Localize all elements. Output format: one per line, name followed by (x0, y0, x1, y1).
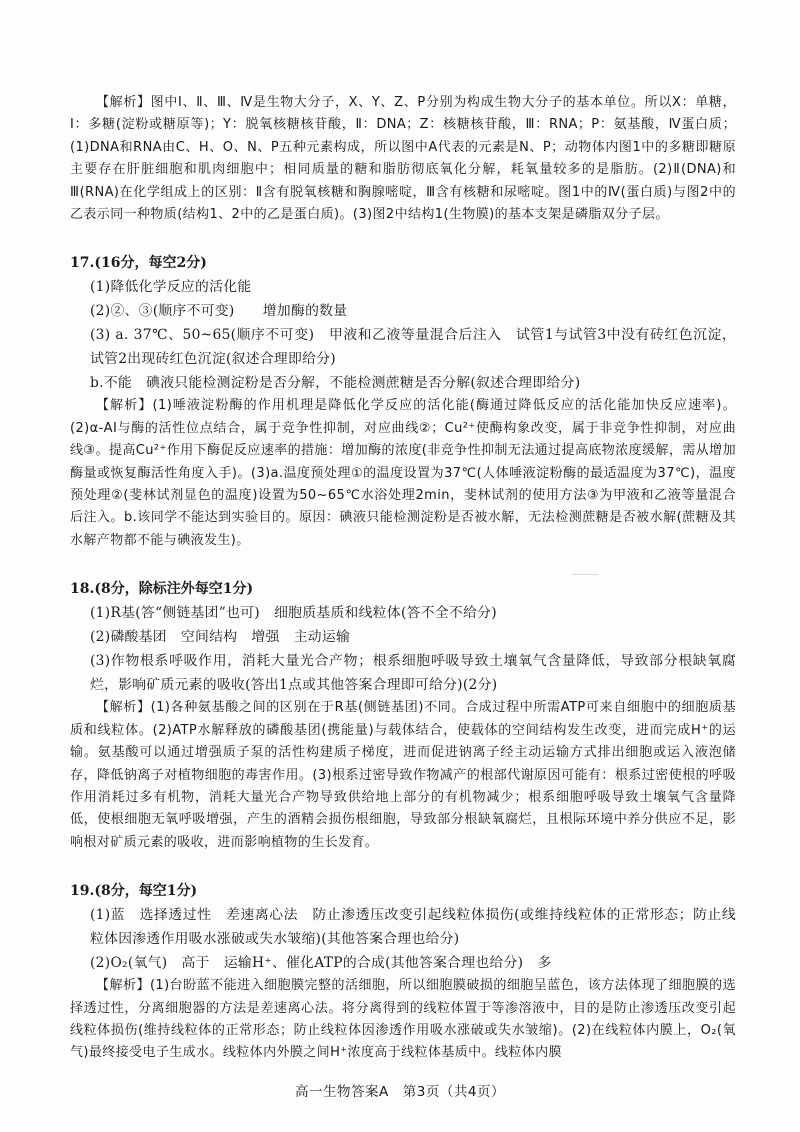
q17-answer-3b: b.不能 碘液只能检测淀粉是否分解，不能检测蔗糖是否分解(叙述合理即给分) (90, 375, 581, 392)
q17-answer-1: (1)降低化学反应的活化能 (90, 279, 252, 296)
q17-answer-3a: (3) a. 37℃、50~65(顺序不可变) 甲液和乙液等量混合后注入 试管1与试管3中没有砖红色沉淀，试管2出现砖红色沉淀(叙述合理即给分) (90, 327, 736, 368)
q19-analysis: 【解析】(1)台盼蓝不能进入细胞膜完整的活细胞，所以细胞膜破损的细胞呈蓝色，该方法体现了细胞膜的选择透过性，分离细胞器的方法是差速离心法。将分离得到的线粒体置于等渗溶液中，目的是防止渗透压改变引起线粒体损伤(维持线粒体的正常形态；防止线粒体因渗透作用吸水涨破或失水皱缩)。(2)在线粒体内膜上，O₂(氧气)最终接受电子生成水。线粒体内外膜之间H⁺浓度高于线粒体基质中。线粒体内膜 (70, 978, 736, 1061)
q18-answer-1: (1)R基(答“侧链基团”也可) 细胞质基质和线粒体(答不全不给分) (90, 605, 497, 622)
spacer (70, 854, 736, 879)
q17-answer-2: (2)②、③(顺序不可变) 增加酶的数量 (90, 303, 348, 320)
q16-analysis: 【解析】图中Ⅰ、Ⅱ、Ⅲ、Ⅳ是生物大分子，X、Y、Z、P分别为构成生物大分子的基本单位。所以X：单糖，Ⅰ：多糖(淀粉或糖原等)；Y：脱氧核糖核苷酸，Ⅱ：DNA；Z：核糖核苷酸，Ⅲ：RNA；P：氨基酸，Ⅳ蛋白质；(1)DNA和RNA由C、H、O、N、P五种元素构成，所以图中A代表的元素是N、P；动物体内图1中的多糖即糖原主要存在肝脏细胞和肌肉细胞中；相同质量的糖和脂肪彻底氧化分解，耗氧量较多的是脂肪。(2)Ⅱ(DNA)和Ⅲ(RNA)在化学组成上的区别：Ⅱ含有脱氧核糖和胸腺嘧啶，Ⅲ含有核糖和尿嘧啶。图1中的Ⅳ(蛋白质)与图2中的乙表示同一种物质(结构1、2中的乙是蛋白质)。(3)图2中结构1(生物膜)的基本支架是磷脂双分子层。 (70, 95, 736, 223)
spacer (70, 226, 736, 251)
q19-answer-2: (2)O₂(氧气) 高于 运输H⁺、催化ATP的合成(其他答案合理也给分) 多 (90, 955, 552, 972)
answer-page (70, 92, 736, 1065)
q18-header: 18.(8分，除标注外每空1分) (70, 581, 254, 598)
q17-analysis: 【解析】(1)唾液淀粉酶的作用机理是降低化学反应的活化能(酶通过降低反应的活化能加快反应速率)。(2)α-AI与酶的活性位点结合，属于竞争性抑制，对应曲线②；Cu²⁺使酶构象改变，属于非竞争性抑制，对应曲线③。提高Cu²⁺作用下酶促反应速率的措施：增加酶的浓度(非竞争性抑制无法通过提高底物浓度缓解，需从增加酶量或恢复酶活性角度入手)。(3)a.温度预处理①的温度设置为37℃(人体唾液淀粉酶的最适温度为37℃)，温度预处理②(斐林试剂显色的温度)设置为50~65℃水浴处理2min，斐林试剂的使用方法③为甲液和乙液等量混合后注入。b.该同学不能达到实验目的。原因：碘液只能检测淀粉是否被水解，无法检测蔗糖是否被水解(蔗糖及其水解产物都不能与碘液发生)。 (70, 398, 736, 548)
page-footer: 高一生物答案A 第3页（共4页） (295, 1084, 505, 1100)
q18-answer-3: (3)作物根系呼吸作用，消耗大量光合产物；根系细胞呼吸导致土壤氧气含量降低，导致部分根缺氧腐烂，影响矿质元素的吸收(答出1点或其他答案合理即可给分)(2分) (90, 653, 736, 694)
q18-analysis: 【解析】(1)各种氨基酸之间的区别在于R基(侧链基团)不同。合成过程中所需ATP可来自细胞中的细胞质基质和线粒体。(2)ATP水解释放的磷酸基团(携能量)与载体结合，使载体的空间结构发生改变，进而完成H⁺的运输。氨基酸可以通过增强质子泵的活性构建质子梯度，进而促进钠离子经主动运输方式排出细胞或运入液泡储存，降低钠离子对植物细胞的毒害作用。(3)根系过密导致作物减产的根部代谢原因可能有：根系过密使根的呼吸作用消耗过多有机物，消耗大量光合产物导致供给地上部分的有机物减少；根系细胞呼吸导致土壤氧气含量降低，使根细胞无氧呼吸增强，产生的酒精会损伤根细胞，导致部分根缺氧腐烂，且根际环境中养分供应不足，影响根对矿质元素的吸收，进而影响植物的生长发育。 (70, 700, 736, 850)
q17-header: 17.(16分，每空2分) (70, 255, 207, 272)
q18-answer-2: (2)磷酸基团 空间结构 增强 主动运输 (90, 629, 351, 646)
spacer (70, 552, 736, 577)
scan-mark (572, 574, 598, 575)
q19-answer-1: (1)蓝 选择透过性 差速离心法 防止渗透压改变引起线粒体损伤(或维持线粒体的正常形态；防止线粒体因渗透作用吸水涨破或失水皱缩)(其他答案合理也给分) (90, 907, 736, 948)
q19-header: 19.(8分，每空1分) (70, 883, 198, 900)
